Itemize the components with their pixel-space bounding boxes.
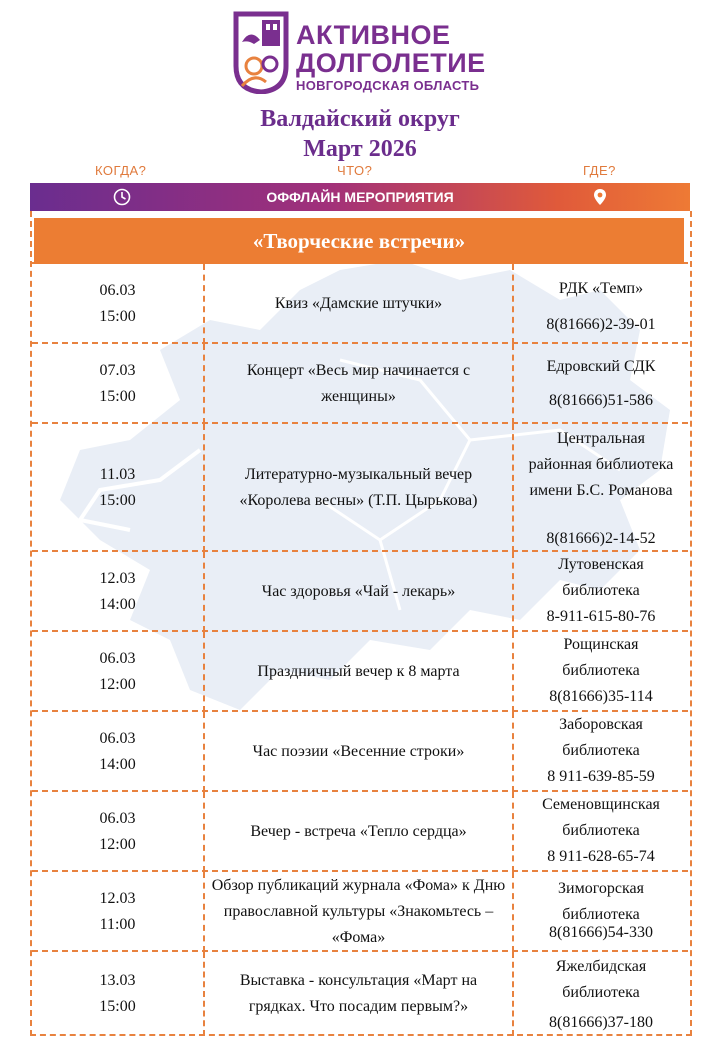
table-row xyxy=(32,630,688,712)
event-place: Заборовская библиотека xyxy=(559,716,643,759)
table-row xyxy=(32,550,688,632)
logo-line-2: ДОЛГОЛЕТИЕ xyxy=(296,48,486,78)
event-datetime xyxy=(32,264,205,344)
event-place: Яжелбидская библиотека xyxy=(555,958,647,1001)
table-row xyxy=(32,950,688,1036)
table-row xyxy=(32,422,688,552)
where-label: ГДЕ? xyxy=(583,163,616,178)
event-location xyxy=(514,712,688,792)
event-time: 14:00 xyxy=(99,596,136,613)
event-title: Литературно-музыкальный вечер «Королева весны» (Т.П. Цырькова) xyxy=(205,424,514,552)
event-datetime xyxy=(32,344,205,424)
event-location xyxy=(514,344,688,424)
event-phone: 8 911-639-85-59 xyxy=(547,768,655,785)
event-title: Выставка - консультация «Март на грядках. Что посадим первым?» xyxy=(205,952,514,1036)
event-location xyxy=(514,264,688,344)
event-date: 12.03 xyxy=(99,890,136,907)
event-location xyxy=(514,872,688,952)
event-datetime xyxy=(32,792,205,872)
event-title: Обзор публикаций журнала «Фома» к Дню православной культуры «Знакомьтесь – «Фома» xyxy=(205,872,514,952)
event-title: Вечер - встреча «Тепло сердца» xyxy=(205,792,514,872)
event-place: Лутовенская библиотека xyxy=(558,556,644,599)
when-label: КОГДА? xyxy=(95,163,147,178)
event-title: Квиз «Дамские штучки» xyxy=(205,264,514,344)
table-row xyxy=(32,870,688,952)
event-datetime xyxy=(32,712,205,792)
event-time: 11:00 xyxy=(99,916,136,933)
logo-line-1: АКТИВНОЕ xyxy=(296,20,451,50)
event-datetime xyxy=(32,552,205,632)
event-place: РДК «Темп» xyxy=(558,280,644,297)
event-place: Центральная районная библиотека имени Б.С. Романова xyxy=(528,430,674,499)
event-date: 06.03 xyxy=(99,650,136,667)
event-phone: 8(81666)54-330 xyxy=(549,924,653,941)
event-time: 15:00 xyxy=(99,998,136,1015)
event-place: Рощинская библиотека xyxy=(562,636,640,679)
event-phone: 8(81666)37-180 xyxy=(549,1014,653,1031)
logo xyxy=(232,10,494,96)
table-row xyxy=(32,262,688,344)
event-datetime xyxy=(32,872,205,952)
event-time: 12:00 xyxy=(99,676,136,693)
event-date: 12.03 xyxy=(99,570,136,587)
event-date: 11.03 xyxy=(99,466,136,483)
event-place: Едровский СДК xyxy=(546,358,656,375)
event-time: 15:00 xyxy=(99,388,136,405)
event-time: 15:00 xyxy=(99,308,136,325)
event-location xyxy=(514,552,688,632)
event-place: Семеновщинская библиотека xyxy=(542,796,660,839)
band-title: ОФФЛАЙН МЕРОПРИЯТИЯ xyxy=(266,189,454,205)
event-date: 06.03 xyxy=(99,730,136,747)
event-title: Праздничный вечер к 8 марта xyxy=(205,632,514,712)
district-title: Валдайский округ xyxy=(260,106,460,132)
event-phone: 8(81666)2-14-52 xyxy=(546,530,656,547)
what-label: ЧТО? xyxy=(337,163,373,178)
event-place: Зимогорская библиотека xyxy=(558,880,644,923)
location-pin-icon xyxy=(590,187,610,207)
logo-emblem-icon xyxy=(232,10,290,94)
event-phone: 8(81666)51-586 xyxy=(549,392,653,409)
table-row xyxy=(32,790,688,872)
event-location xyxy=(514,792,688,872)
offline-events-band xyxy=(30,183,690,211)
event-phone: 8(81666)35-114 xyxy=(549,688,653,705)
event-date: 13.03 xyxy=(99,972,136,989)
event-title: Концерт «Весь мир начинается с женщины» xyxy=(205,344,514,424)
table-row xyxy=(32,342,688,424)
event-datetime xyxy=(32,952,205,1036)
event-title: Час поэзии «Весенние строки» xyxy=(205,712,514,792)
event-date: 06.03 xyxy=(99,282,136,299)
event-time: 12:00 xyxy=(99,836,136,853)
event-location xyxy=(514,952,688,1036)
event-datetime xyxy=(32,632,205,712)
event-phone: 8-911-615-80-76 xyxy=(546,608,656,625)
logo-line-3: НОВГОРОДСКАЯ ОБЛАСТЬ xyxy=(296,78,480,93)
event-location xyxy=(514,424,688,552)
event-time: 14:00 xyxy=(99,756,136,773)
event-time: 15:00 xyxy=(99,492,136,509)
event-phone: 8 911-628-65-74 xyxy=(547,848,655,865)
period-title: Март 2026 xyxy=(303,136,417,162)
category-header: «Творческие встречи» xyxy=(34,218,684,264)
event-phone: 8(81666)2-39-01 xyxy=(546,316,656,333)
event-datetime xyxy=(32,424,205,552)
event-date: 06.03 xyxy=(99,810,136,827)
event-location xyxy=(514,632,688,712)
table-row xyxy=(32,710,688,792)
event-date: 07.03 xyxy=(99,362,136,379)
event-title: Час здоровья «Чай - лекарь» xyxy=(205,552,514,632)
